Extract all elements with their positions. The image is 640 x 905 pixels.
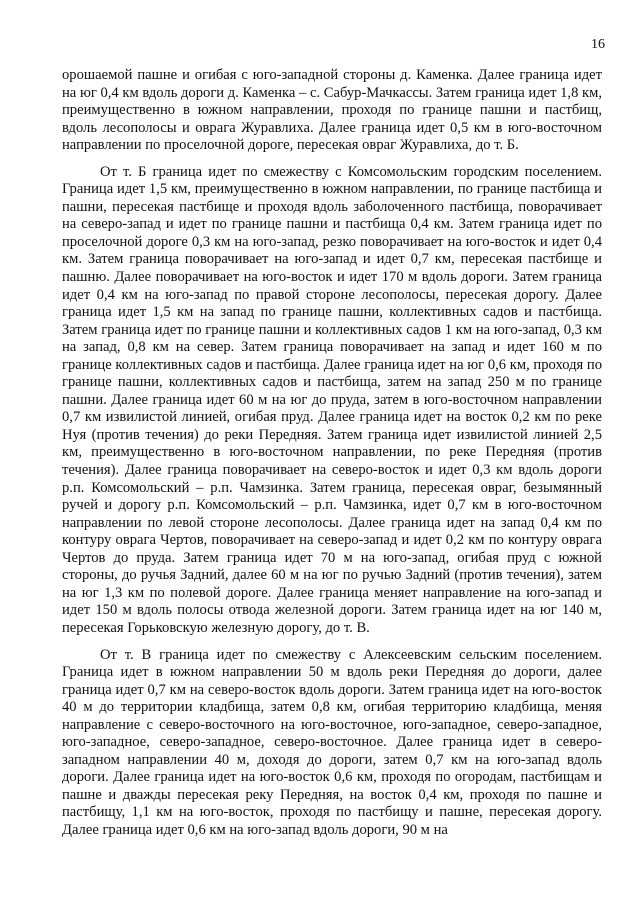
page-number: 16 (591, 37, 605, 52)
paragraph-from-point-v: От т. В граница идет по смежеству с Алексеевским сельским поселением. Граница идет в южном направлении 50 м вдоль реки Передняя до дороги, далее граница идет 0,7 км на северо-восток вдоль дороги. Затем граница идет на юго-восток 40 м до территории кладбища, затем 0,8 км, огибая территорию кладбища, меняя направление с северо-восточного на юго-восточное, юго-западное, северо-западное, юго-западное, северо-западное, северо-восточное. Далее граница идет в северо-западном направлении 40 м, доходя до дороги, затем 0,7 км на юго-запад вдоль дороги. Далее граница идет на юго-восток 0,6 км, проходя по огородам, пастбищам и пашне и дважды пересекая реку Передняя, на восток 0,4 км, проходя по пашне и пастбищу, 1,1 км на юго-восток, проходя по пастбищу и пашне, пересекая дорогу. Далее граница идет 0,6 км на юго-запад вдоль дороги, 90 м на (62, 646, 602, 838)
paragraph-from-point-b: От т. Б граница идет по смежеству с Комсомольским городским поселением. Граница идет 1,5 км, преимущественно в южном направлении, по границе пастбища и пашни, пересекая пастбище и проходя вдоль заболоченного пастбища, поворачивает на северо-запад и идет по границе пашни и пастбища 0,4 км. Затем граница идет по проселочной дороге 0,3 км на юго-запад, резко поворачивает на юго-восток и идет 0,4 км. Затем граница поворачивает на юго-запад и идет 0,7 км, пересекая пастбище и пашню. Далее поворачивает на юго-восток и идет 170 м вдоль дороги. Затем граница идет 0,4 км на юго-запад по правой стороне лесополосы, пересекая дорогу. Далее граница идет 1,5 км на запад по границе пашни, коллективных садов и пастбища. Затем граница идет по границе пашни и коллективных садов 1 км на юго-запад, 0,3 км на запад, 0,8 км на север. Затем граница поворачивает на запад и идет 160 м по границе коллективных садов и пастбища. Далее граница идет на юг 0,6 км, проходя по границе пашни, коллективных садов и пастбища, затем на запад 250 м по границе пашни. Далее граница идет 60 м на юг до пруда, затем в юго-восточном направлении 0,7 км извилистой линией, огибая пруд. Далее граница идет на восток 0,2 км по реке Нуя (против течения) до реки Передняя. Затем граница идет извилистой линией 2,5 км, преимущественно в юго-восточном направлении, по реке Передняя (против течения). Далее граница поворачивает на северо-восток и идет 0,3 км вдоль дороги р.п. Комсомольский – р.п. Чамзинка. Затем граница, пересекая овраг, безымянный ручей и дорогу р.п. Комсомольский – р.п. Чамзинка, идет 0,7 км в юго-восточном направлении по левой стороне лесополосы. Далее граница идет на запад 0,4 км по контуру оврага Чертов, поворачивает на северо-запад и идет 0,2 км по контуру оврага Чертов до пруда. Затем граница идет 70 м на юго-запад, огибая пруд с южной стороны, до ручья Задний, далее 60 м на юг по ручью Задний (против течения), затем на юг 1,3 км по полевой дороге. Далее граница меняет направление на юго-запад и идет 150 м вдоль полосы отвода железной дороги. Затем граница идет на юг 140 м, пересекая Горьковскую железную дорогу, до т. В. (62, 163, 602, 636)
paragraph-continuation: орошаемой пашне и огибая с юго-западной стороны д. Каменка. Далее граница идет на юг 0,4 км вдоль дороги д. Каменка – с. Сабур-Мачкассы. Затем граница идет 1,8 км, преимущественно в южном направлении, проходя по границе пашни и пастбищ, вдоль лесополосы и оврага Журавлиха. Далее граница идет 0,5 км в юго-восточном направлении по проселочной дороге, пересекая овраг Журавлиха, до т. Б. (62, 67, 602, 154)
document-body (62, 67, 602, 840)
